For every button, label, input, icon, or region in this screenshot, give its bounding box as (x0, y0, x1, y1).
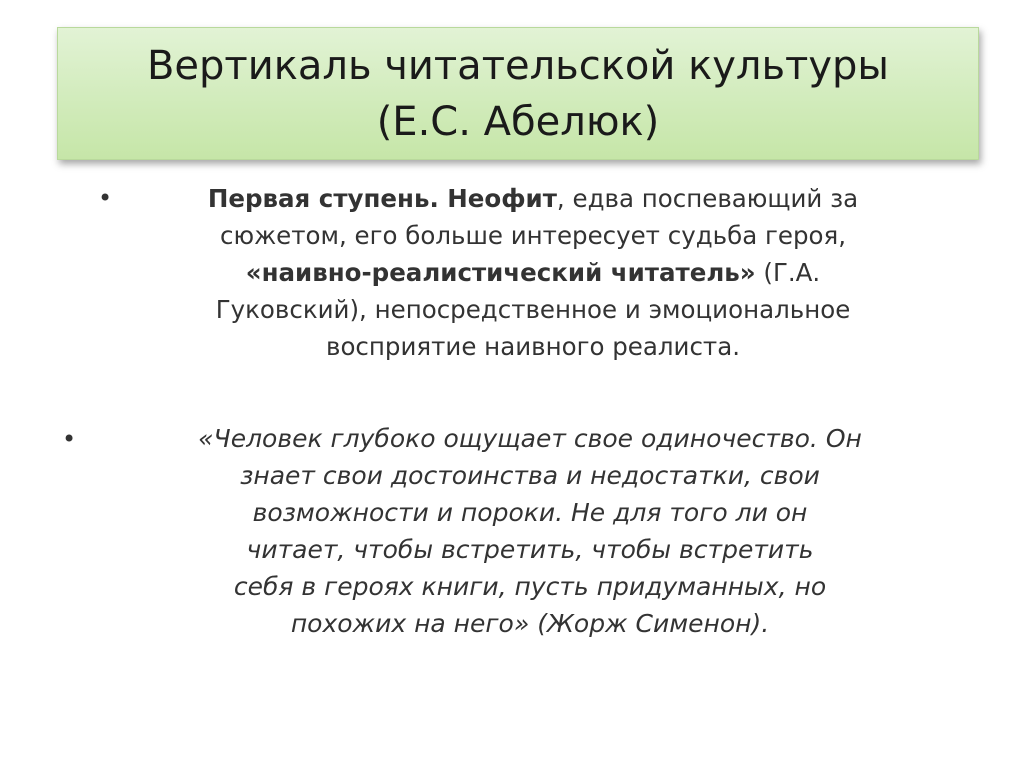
bullet-2-quote-text (120, 420, 940, 642)
bullet-item-quote (60, 420, 980, 642)
bullet-1-line-5: восприятие наивного реалиста. (326, 332, 740, 361)
bullet-1-heading: Первая ступень. Неофит (207, 184, 557, 213)
quote-line-6: похожих на него» (Жорж Сименон). (290, 609, 770, 638)
title-line-2: (Е.С. Абелюк) (376, 98, 660, 145)
bullet-1-line-3-rest: (Г.А. (755, 258, 821, 287)
bullet-item-first-stage (98, 180, 958, 365)
quote-line-3: возможности и пороки. Не для того ли он (252, 498, 808, 527)
bullet-1-line-1 (138, 180, 928, 217)
bullet-1-line-2: сюжетом, его больше интересует судьба героя, (219, 221, 847, 250)
bullet-1-line-4: Гуковский), непосредственное и эмоциональное (215, 295, 851, 324)
bullet-marker-2: • (62, 425, 77, 453)
bullet-1-text (138, 180, 928, 365)
slide-title (147, 38, 889, 150)
bullet-1-line-1-rest: , едва поспевающий за (556, 184, 859, 213)
title-box (57, 27, 979, 160)
bullet-1-line-3 (138, 254, 928, 291)
title-line-1: Вертикаль читательской культуры (146, 42, 889, 89)
bullet-1-term: «наивно-реалистический читатель» (245, 258, 756, 287)
quote-line-2: знает свои достоинства и недостатки, свои (240, 461, 820, 490)
bullet-marker-1: • (98, 184, 113, 212)
quote-line-1: «Человек глубоко ощущает свое одиночество. Он (198, 424, 862, 453)
quote-line-4: читает, чтобы встретить, чтобы встретить (246, 535, 814, 564)
quote-line-5: себя в героях книги, пусть придуманных, но (233, 572, 827, 601)
